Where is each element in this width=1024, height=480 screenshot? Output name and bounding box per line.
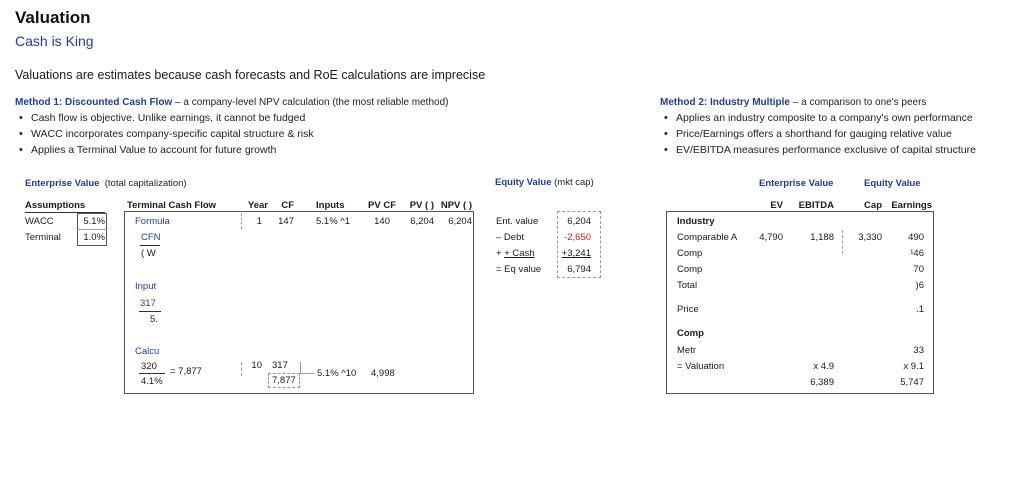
calc-fraction-bar — [139, 373, 165, 374]
page-subtitle: Cash is King — [15, 33, 94, 49]
comparable-a-ev: 4,790 — [759, 232, 783, 243]
metric-label: Metr — [677, 345, 696, 356]
terminal-value[interactable]: 1.0% — [83, 232, 105, 243]
ent-value-amount: 6,204 — [567, 216, 591, 227]
comparable-a-label: Comparable A — [677, 232, 738, 243]
comparable-b-label: Comp — [677, 248, 703, 259]
col-earnings: Earnings — [891, 200, 932, 211]
comparable-a-earnings: 490 — [908, 232, 924, 243]
lead-text: Valuations are estimates because cash forecasts and RoE calculations are imprecise — [15, 68, 486, 82]
calculation-label: Calcu — [135, 346, 160, 357]
method1-title: Method 1: Discounted Cash Flow — [15, 97, 173, 108]
row1-pv: 6,204 — [410, 216, 434, 227]
method2-heading — [660, 97, 926, 108]
debt-amount: -2,650 — [564, 232, 591, 243]
col-pv: PV ( ) — [409, 200, 434, 211]
multiple-eq-heading: Equity Value — [864, 178, 921, 189]
row1-pv-cf: 140 — [374, 216, 390, 227]
col-cap: Cap — [864, 200, 882, 211]
calc-denominator: 4.1% — [141, 376, 163, 387]
metric-value: 33 — [913, 345, 924, 356]
cash-label: + + Cash — [496, 248, 535, 259]
method1-bullet: • Cash flow is objective. Unlike earnings, it cannot be fudged — [17, 110, 314, 126]
wacc-value[interactable]: 5.1% — [83, 216, 105, 227]
row10-cf: 317 — [272, 360, 288, 371]
row1-year: 1 — [256, 216, 262, 227]
formula-denominator: ( W — [141, 248, 156, 259]
row1-inputs: 5.1% ^1 — [316, 216, 351, 227]
comparable-b-earnings: ¹46 — [910, 248, 924, 259]
terminal-cash-flow-title: Terminal Cash Flow — [127, 200, 217, 211]
comparable-a-cap: 3,330 — [858, 232, 882, 243]
price-label: Price — [677, 304, 699, 315]
industry-label: Industry — [677, 216, 715, 227]
cash-link[interactable]: + Cash — [504, 248, 535, 259]
comparable-a-ebitda: 1,188 — [810, 232, 834, 243]
method2-bullet: • Applies an industry composite to a company's own performance — [662, 110, 976, 126]
method2-title: Method 2: Industry Multiple — [660, 97, 790, 108]
comparable-c-label: Comp — [677, 264, 703, 275]
price-value: .1 — [916, 304, 924, 315]
ev-multiple: x 4.9 — [813, 361, 834, 372]
row1-cf: 147 — [278, 216, 294, 227]
multiple-divider — [842, 230, 843, 254]
col-year: Year — [247, 200, 268, 211]
eq-value-label: = Eq value — [496, 264, 542, 275]
wacc-label: WACC — [25, 216, 54, 227]
calc-numerator: 320 — [141, 361, 157, 372]
row10-pv: 4,998 — [371, 368, 395, 379]
method1-heading — [15, 97, 448, 108]
method2-bullets — [662, 110, 976, 158]
equity-value-heading — [495, 177, 594, 188]
col-ebitda: EBITDA — [798, 200, 834, 211]
inputs-label: Input — [135, 281, 157, 292]
terminal-value-amount: 7,877 — [272, 375, 296, 386]
row1-npv: 6,204 — [448, 216, 472, 227]
eq-valuation: 5,747 — [900, 377, 924, 388]
col-cf: CF — [281, 200, 294, 211]
method1-bullets — [17, 110, 314, 158]
comp-label: Comp — [677, 328, 704, 339]
formula-fraction-bar — [140, 245, 160, 246]
row10-inputs: 5.1% ^10 — [317, 368, 357, 379]
terminal-label: Terminal — [25, 232, 61, 243]
calc-result: = 7,877 — [170, 366, 202, 377]
formula-numerator: CFN — [141, 232, 161, 243]
eq-value-amount: 6,794 — [567, 264, 591, 275]
assumptions-input-divider — [77, 229, 107, 230]
page-title: Valuation — [15, 8, 91, 27]
comparable-c-earnings: 70 — [913, 264, 924, 275]
ent-value-label: Ent. value — [496, 216, 539, 227]
col-pv-cf: PV CF — [368, 200, 396, 211]
enterprise-value-note: (total capitalization) — [104, 178, 187, 189]
total-earnings: )6 — [915, 280, 924, 291]
total-label: Total — [677, 280, 698, 291]
equity-value-note: (mkt cap) — [554, 177, 594, 188]
eq-multiple: x 9.1 — [903, 361, 924, 372]
enterprise-value-title: Enterprise Value — [25, 178, 100, 189]
debt-label: – Debt — [496, 232, 524, 243]
enterprise-value-heading — [25, 178, 187, 189]
method2-bullet: • Price/Earnings offers a shorthand for gauging relative value — [662, 126, 976, 142]
cash-amount: +3,241 — [561, 248, 591, 259]
col-npv: NPV ( ) — [440, 200, 472, 211]
ev-valuation: 6,389 — [810, 377, 834, 388]
multiple-ev-heading: Enterprise Value — [759, 178, 834, 189]
equity-value-title: Equity Value — [495, 177, 552, 188]
row10-connector — [300, 373, 314, 374]
formula-label: Formula — [135, 216, 170, 227]
method2-desc: – a comparison to one's peers — [790, 97, 927, 108]
col-ev: EV — [770, 200, 783, 211]
inputs-numerator: 317 — [140, 298, 156, 309]
valuation-label: = Valuation — [677, 361, 725, 372]
col-inputs: Inputs — [316, 200, 345, 211]
method1-desc: – a company-level NPV calculation (the most reliable method) — [172, 97, 449, 108]
assumptions-label: Assumptions — [25, 200, 86, 211]
inputs-fraction-bar — [139, 311, 161, 312]
row10-year: 10 — [251, 360, 262, 371]
method2-bullet: • EV/EBITDA measures performance exclusive of capital structure — [662, 142, 976, 158]
inputs-denominator: 5. — [150, 314, 158, 325]
method1-bullet: • Applies a Terminal Value to account for future growth — [17, 142, 314, 158]
method1-bullet: • WACC incorporates company-specific capital structure & risk — [17, 126, 314, 142]
